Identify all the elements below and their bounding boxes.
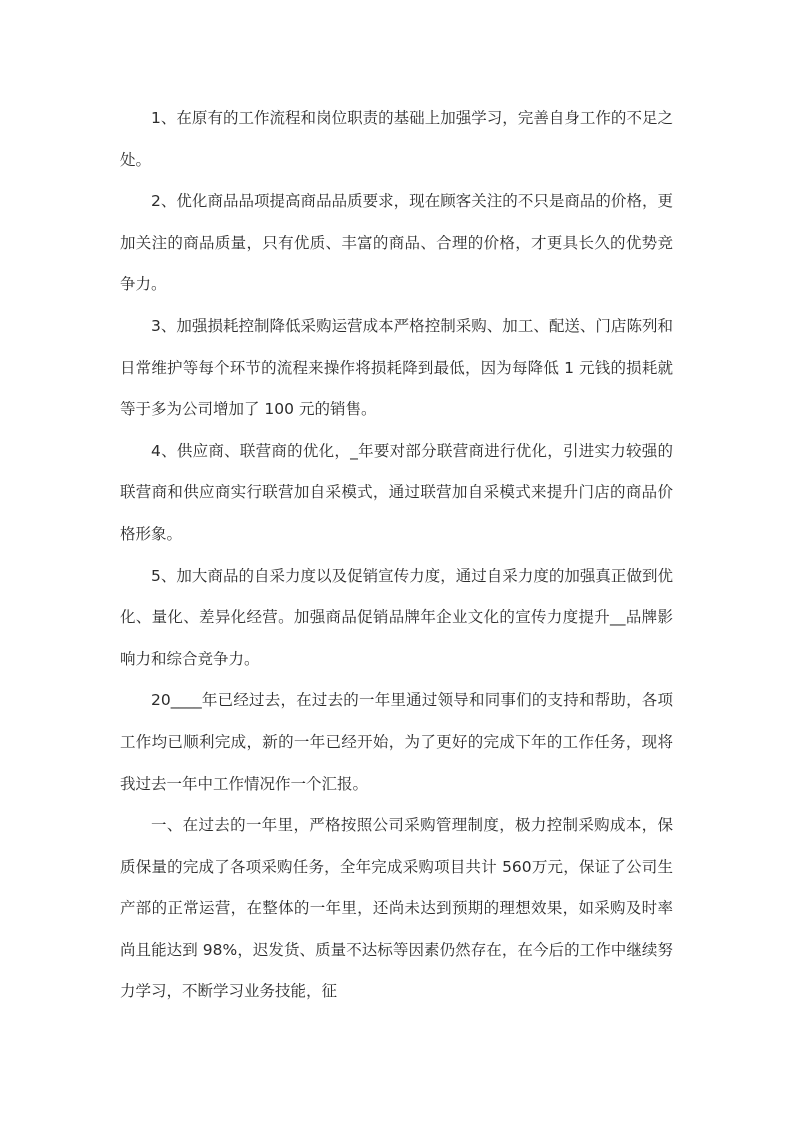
paragraph-item-1: 1、在原有的工作流程和岗位职责的基础上加强学习，完善自身工作的不足之处。 xyxy=(120,109,673,169)
paragraph-section-one: 一、在过去的一年里，严格按照公司采购管理制度，极力控制采购成本，保质保量的完成了各项采购任务，全年完成采购项目共计 560万元，保证了公司生产部的正常运营，在整体的一年里，还尚未达到预期的理想效果，如采购及时率尚且能达到 98%，迟发货、质量不达标等因素仍然存在，在今后的工作中继续努力学习，不断学习业务技能，征 xyxy=(120,816,673,1001)
paragraph-item-2: 2、优化商品品项提高商品品质要求，现在顾客关注的不只是商品的价格，更加关注的商品质量，只有优质、丰富的商品、合理的价格，才更具长久的优势竞争力。 xyxy=(120,192,673,294)
document-body xyxy=(120,98,673,1013)
paragraph-year-summary: 20____年已经过去，在过去的一年里通过领导和同事们的支持和帮助，各项工作均已顺利完成，新的一年已经开始，为了更好的完成下年的工作任务，现将我过去一年中工作情况作一个汇报。 xyxy=(120,691,673,793)
paragraph-item-4: 4、供应商、联营商的优化，_年要对部分联营商进行优化，引进实力较强的联营商和供应商实行联营加自采模式，通过联营加自采模式来提升门店的商品价格形象。 xyxy=(120,441,673,543)
paragraph-item-5: 5、加大商品的自采力度以及促销宣传力度，通过自采力度的加强真正做到优化、量化、差异化经营。加强商品促销品牌年企业文化的宣传力度提升__品牌影响力和综合竞争力。 xyxy=(120,566,673,668)
paragraph-item-3: 3、加强损耗控制降低采购运营成本严格控制采购、加工、配送、门店陈列和日常维护等每个环节的流程来操作将损耗降到最低，因为每降低 1 元钱的损耗就等于多为公司增加了 100 元的销售。 xyxy=(120,316,673,419)
